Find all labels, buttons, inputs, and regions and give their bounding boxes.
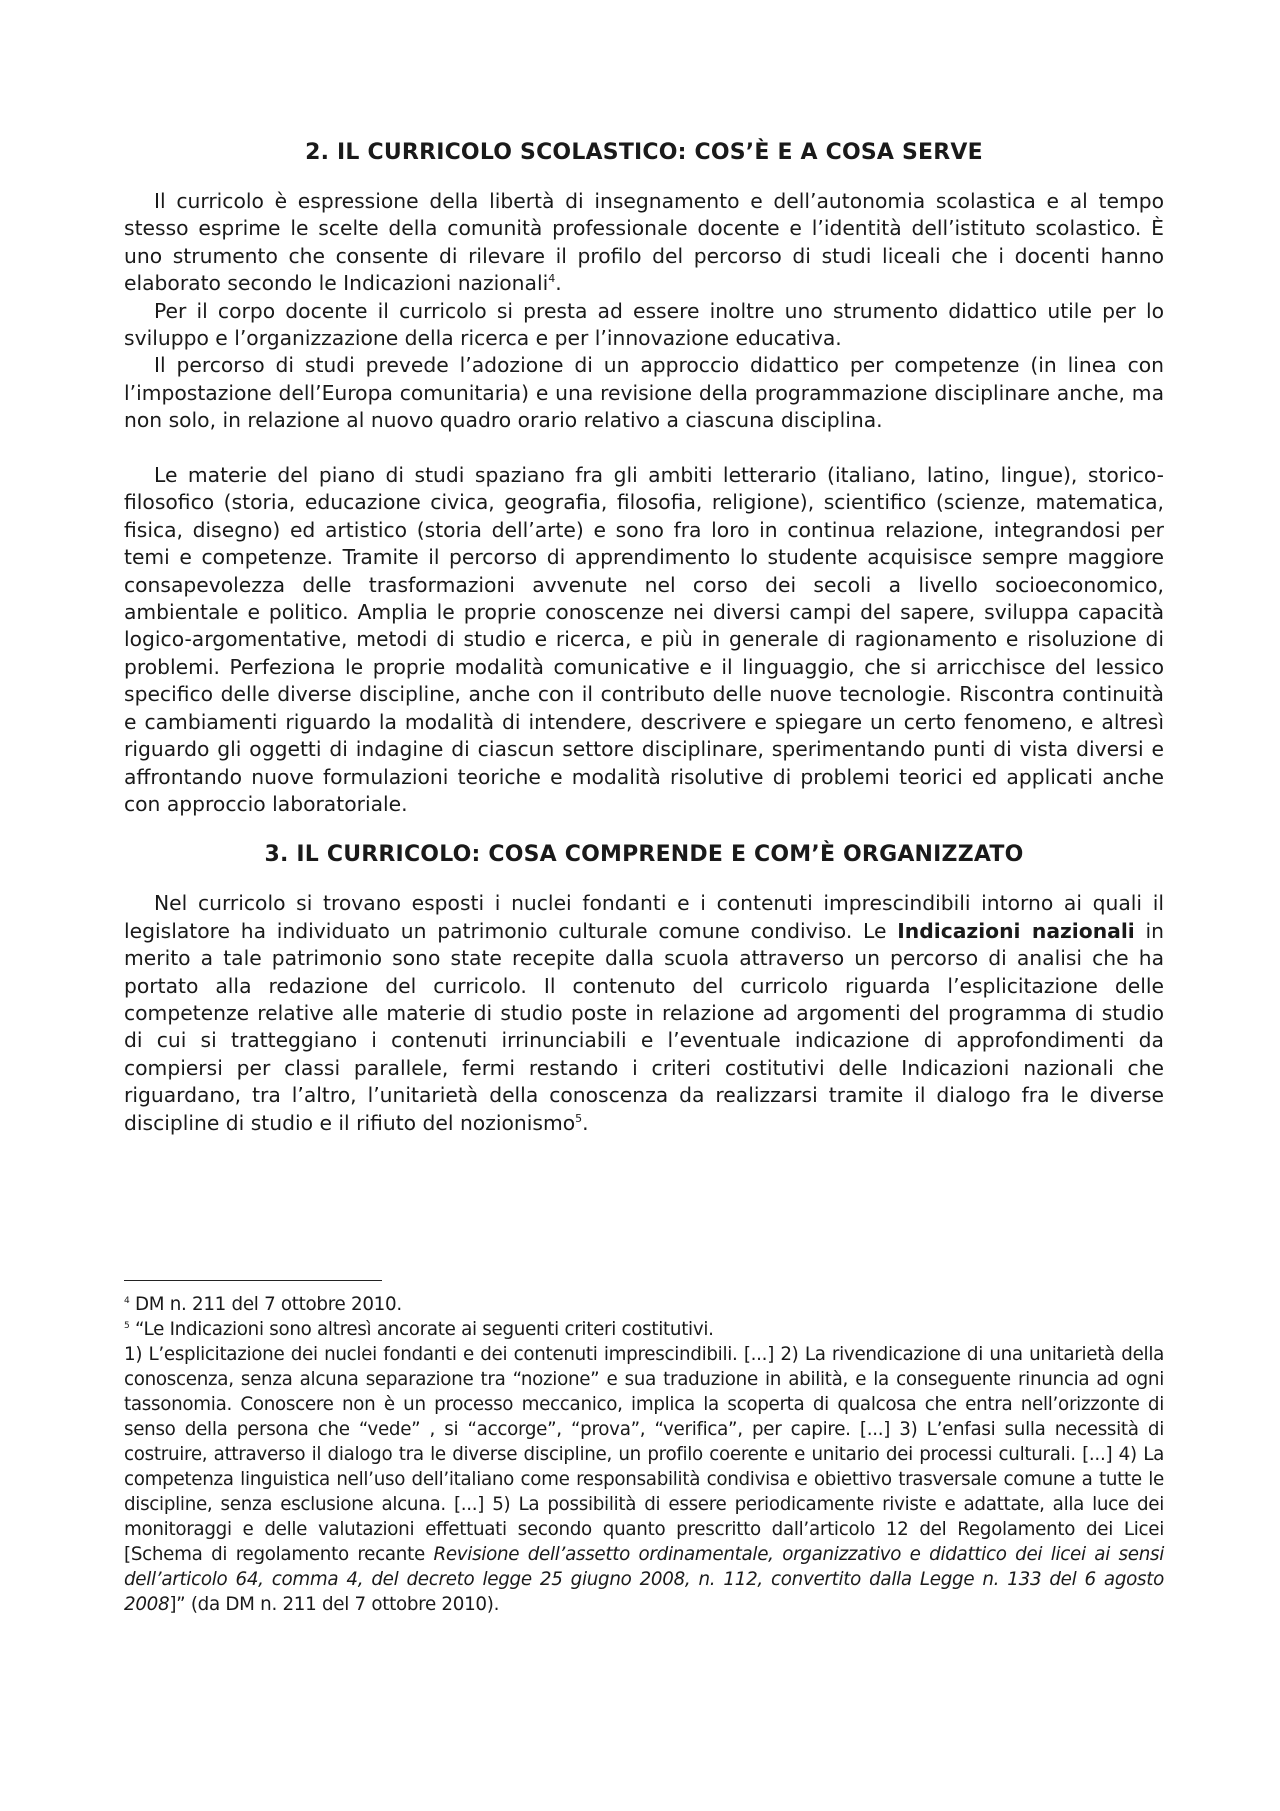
footnote-italic-title: Revisione dell’assetto ordinamentale, organizzativo e didattico dei licei ai sensi dell’articolo 64, comma 4, del decreto legge 25 giugno 2008, n. 112, convertito dalla Legge n. 133 del 6 agosto 2008: [124, 1544, 1164, 1615]
footnote-text: 1) L’esplicitazione dei nuclei fondanti e dei contenuti imprescindibili. [...] 2) La rivendicazione di una unitarietà della conoscenza, senza alcuna separazione tra “nozione” e sua traduzione in abilità, e la conseguente rinuncia ad ogni tassonomia. Conoscere non è un processo meccanico, implica la scoperta di qualcosa che entra nell’orizzonte di senso della persona che “vede” , si “accorge”, “prova”, “verifica”, per capire. [...] 3) L’enfasi sulla necessità di costruire, attraverso il dialogo tra le diverse discipline, un profilo coerente e unitario dei processi culturali. [...] 4) La competenza linguistica nell’uso dell’italiano come responsabilità condivisa e obiettivo trasversale comune a tutte le discipline, senza esclusione alcuna. [...] 5) La possibilità di essere periodicamente riviste e adattate, alla luce dei monitoraggi e delle valutazioni effettuati secondo quanto prescritto dall’articolo 12 del Regolamento dei Licei [Schema di regolamento recante: [124, 1344, 1164, 1565]
footnote-4: [124, 1292, 1164, 1317]
section-2-paragraph-2: Per il corpo docente il curricolo si presta ad essere inoltre uno strumento didattico utile per lo sviluppo e l’organizzazione della ricerca e per l’innovazione educativa.: [124, 298, 1164, 351]
paragraph-end: .: [582, 1110, 589, 1135]
footnote-5-body: [124, 1342, 1164, 1617]
bold-term: Indicazioni nazionali: [897, 918, 1135, 943]
footnote-ref-4[interactable]: 4: [548, 272, 556, 286]
footnote-5-intro: [124, 1317, 1164, 1342]
section-2-paragraph-4: Le materie del piano di studi spaziano fra gli ambiti letterario (italiano, latino, lingue), storico-filosofico (storia, educazione civica, geografia, filosofia, religione), scientifico (scienze, matematica, fisica, disegno) ed artistico (storia dell’arte) e sono fra loro in continua relazione, integrandosi per temi e competenze. Tramite il percorso di apprendimento lo studente acquisisce sempre maggiore consapevolezza delle trasformazioni avvenute nel corso dei secoli a livello socioeconomico, ambientale e politico. Amplia le proprie conoscenze nei diversi campi del sapere, sviluppa capacità logico-argomentative, metodi di studio e ricerca, e più in generale di ragionamento e risoluzione di problemi. Perfeziona le proprie modalità comunicative e il linguaggio, che si arricchisce del lessico specifico delle diverse discipline, anche con il contributo delle nuove tecnologie. Riscontra continuità e cambiamenti riguardo la modalità di intendere, descrivere e spiegare un certo fenomeno, e altresì riguardo gli oggetti di indagine di ciascun settore disciplinare, sperimentando punti di vista diversi e affrontando nuove formulazioni teoriche e modalità risolutive di problemi teorici ed applicati anche con approccio laboratoriale.: [124, 463, 1164, 816]
paragraph-text: in merito a tale patrimonio sono state recepite dalla scuola attraverso un percorso di analisi che ha portato alla redazione del curricolo. Il contenuto del curricolo riguarda l’esplicitazione delle competenze relative alle materie di studio poste in relazione ad argomenti del programma di studio di cui si tratteggiano i contenuti irrinunciabili e l’eventuale indicazione di approfondimenti da compiersi per classi parallele, fermi restando i criteri costitutivi delle Indicazioni nazionali che riguardano, tra l’altro, l’unitarietà della conoscenza da realizzarsi tramite il dialogo fra le diverse discipline di studio e il rifiuto del nozionismo: [124, 918, 1164, 1135]
document-body: [124, 138, 1164, 1137]
section-2-heading: 2. IL CURRICOLO SCOLASTICO: COS’È E A COSA SERVE: [305, 140, 983, 165]
section-2-paragraph-1: [124, 188, 1164, 298]
section-3-paragraph-1: [124, 890, 1164, 1137]
footnote-text: DM n. 211 del 7 ottobre 2010.: [129, 1294, 402, 1315]
paragraph-text: Il curricolo è espressione della libertà di insegnamento e dell’autonomia scolastica e al tempo stesso esprime le scelte della comunità professionale docente e l’identità dell’istituto scolastico. È uno strumento che consente di rilevare il profilo del percorso di studi liceali che i docenti hanno elaborato secondo le Indicazioni nazionali: [124, 189, 1164, 296]
footnote-mark: 4: [124, 1295, 130, 1306]
paragraph-end: .: [555, 271, 562, 296]
footnote-text: ]” (da DM n. 211 del 7 ottobre 2010).: [169, 1594, 500, 1615]
footnote-mark: 5: [124, 1320, 130, 1331]
footnote-ref-5[interactable]: 5: [575, 1111, 583, 1125]
section-2-paragraph-3: Il percorso di studi prevede l’adozione di un approccio didattico per competenze (in linea con l’impostazione dell’Europa comunitaria) e una revisione della programmazione disciplinare anche, ma non solo, in relazione al nuovo quadro orario relativo a ciascuna disciplina.: [124, 353, 1164, 433]
section-3-heading: 3. IL CURRICOLO: COSA COMPRENDE E COM’È ORGANIZZATO: [264, 842, 1024, 868]
blank-line: [124, 435, 1164, 462]
footnote-separator: [124, 1280, 382, 1281]
paragraph-text: Nel curricolo si trovano esposti i nuclei fondanti e i contenuti imprescindibili intorno ai quali il legislatore ha individuato un patrimonio culturale comune condiviso. Le: [124, 891, 1164, 943]
footnotes: [124, 1292, 1164, 1617]
footnote-text: “Le Indicazioni sono altresì ancorate ai seguenti criteri costitutivi.: [129, 1319, 714, 1340]
